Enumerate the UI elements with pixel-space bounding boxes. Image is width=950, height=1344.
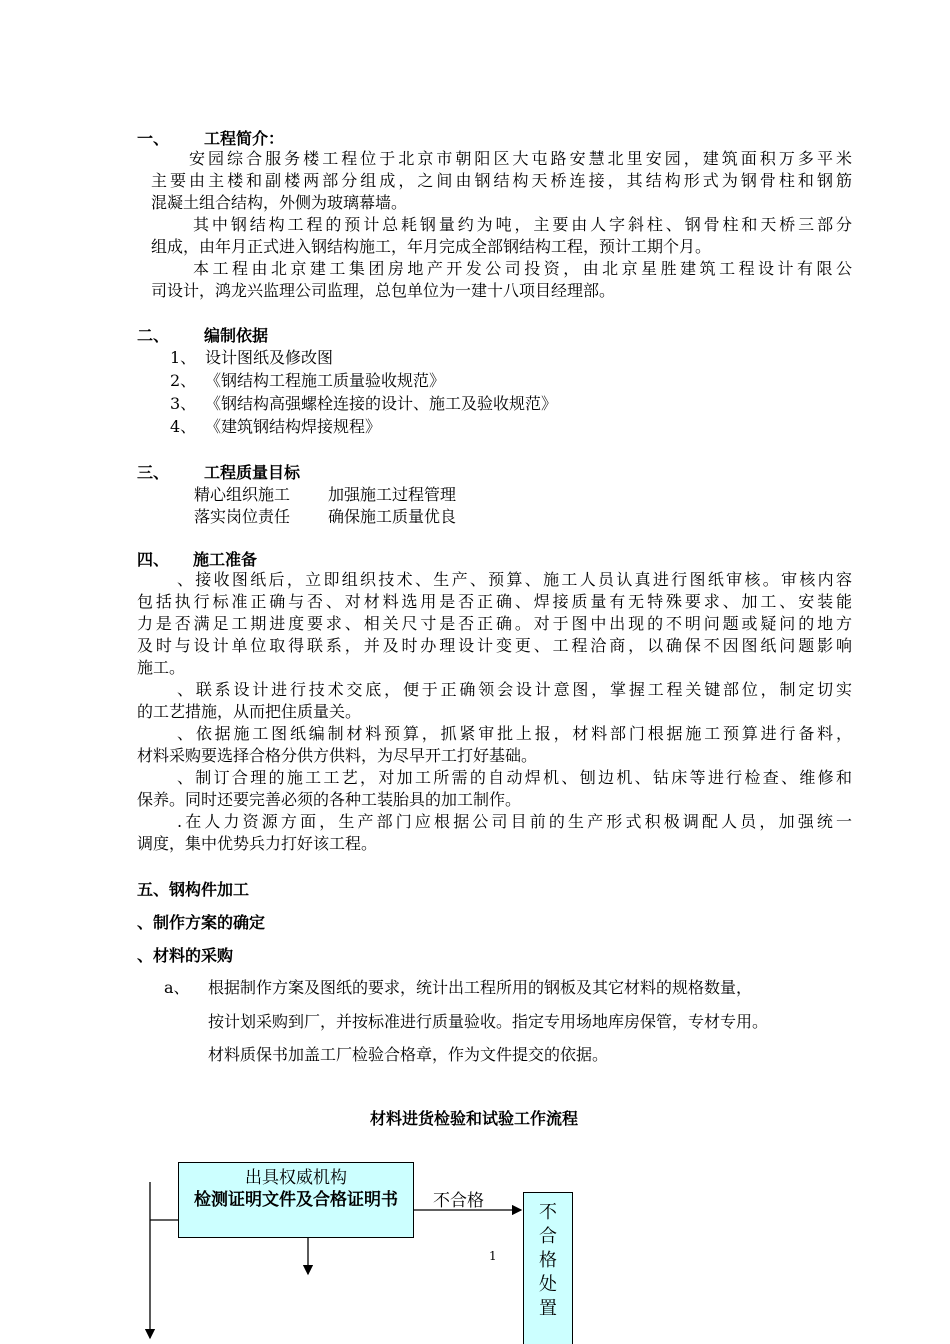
section-1-para-3-line-1: 本工程由北京建工集团房地产开发公司投资，由北京星胜建筑工程设计有限公 [193,259,852,278]
basis-item-1-text: 设计图纸及修改图 [205,348,334,367]
prep-para-1-line-5: 施工。 [137,658,186,677]
unqualified-label: 不合格 [433,1191,484,1211]
basis-item-3-number: 3、 [170,394,197,413]
basis-item-2-text: 《钢结构工程施工质量验收规范》 [205,371,446,390]
procurement-line-1: 根据制作方案及图纸的要求，统计出工程所用的钢板及其它材料的规格数量， [208,978,753,997]
quality-goal-1a: 精心组织施工 [194,485,291,504]
basis-item-4-text: 《建筑钢结构焊接规程》 [205,417,382,436]
handling-char-2: 合 [539,1226,557,1247]
inspection-box-line-2: 检测证明文件及合格证明书 [194,1190,398,1210]
section-1-para-1-line-3: 混凝土组合结构，外侧为玻璃幕墙。 [151,193,408,212]
prep-para-5-line-1: .在人力资源方面，生产部门应根据公司目前的生产形式积极调配人员，加强统一 [177,812,852,831]
prep-para-1-line-4: 及时与设计单位取得联系，并及时办理设计变更、工程洽商，以确保不因图纸问题影响 [137,636,852,655]
handling-char-1: 不 [539,1202,557,1223]
inspection-box-line-1: 出具权威机构 [245,1168,347,1188]
prep-para-1-line-2: 包括执行标准正确与否、对材料选用是否正确、焊接质量有无特殊要求、加工、安装能 [137,592,852,611]
basis-item-2-number: 2、 [170,371,197,390]
section-1-para-1-line-1: 安园综合服务楼工程位于北京市朝阳区大屯路安慧北里安园，建筑面积万多平米 [189,149,852,168]
quality-goal-1b: 加强施工过程管理 [328,485,457,504]
flowchart-title: 材料进货检验和试验工作流程 [370,1109,579,1128]
handling-char-3: 格 [539,1250,557,1271]
quality-goal-2b: 确保施工质量优良 [328,507,457,526]
section-1-para-1-line-2: 主要由主楼和副楼两部分组成，之间由钢结构天桥连接，其结构形式为钢骨柱和钢筋 [151,171,852,190]
quality-goal-2a: 落实岗位责任 [194,507,291,526]
section-5-title: 五、钢构件加工 [137,880,250,899]
section-1-title: 工程简介： [204,129,285,148]
unqualified-handling-box [523,1192,573,1344]
prep-para-2-line-1: 、联系设计进行技术交底，便于正确领会设计意图，掌握工程关键部位，制定切实 [177,680,852,699]
section-2-title: 编制依据 [204,326,269,345]
section-1-para-2-line-2: 组成，由年月正式进入钢结构施工，年月完成全部钢结构工程，预计工期个月。 [151,237,712,256]
section-1-number: 一、 [137,129,170,148]
prep-para-1-line-3: 力是否满足工期进度要求、相关尺寸是否正确。对于图中出现的不明问题或疑问的地方 [137,614,852,633]
handling-char-4: 处 [539,1274,557,1295]
prep-para-4-line-2: 保养。同时还要完善必须的各种工装胎具的加工制作。 [137,790,522,809]
procurement-item-label: a、 [164,978,190,997]
procurement-line-2: 按计划采购到厂，并按标准进行质量验收。指定专用场地库房保管，专材专用。 [208,1012,769,1031]
procurement-line-3: 材料质保书加盖工厂检验合格章，作为文件提交的依据。 [208,1045,609,1064]
basis-item-3-text: 《钢结构高强螺栓连接的设计、施工及验收规范》 [205,394,558,413]
section-3-number: 三、 [137,463,170,482]
inspection-certificate-box [178,1162,414,1238]
prep-para-2-line-2: 的工艺措施，从而把住质量关。 [137,702,362,721]
section-4-number: 四、 [137,550,170,569]
section-2-number: 二、 [137,326,170,345]
section-5-subheading-1: 、制作方案的确定 [137,913,266,932]
basis-item-4-number: 4、 [170,417,197,436]
section-4-title: 施工准备 [193,550,258,569]
section-1-para-2-line-1: 其中钢结构工程的预计总耗钢量约为吨，主要由人字斜柱、钢骨柱和天桥三部分 [193,215,852,234]
prep-para-4-line-1: 、制订合理的施工工艺，对加工所需的自动焊机、刨边机、钻床等进行检查、维修和 [177,768,852,787]
prep-para-3-line-1: 、依据施工图纸编制材料预算，抓紧审批上报，材料部门根据施工预算进行备料， [177,724,852,743]
section-3-title: 工程质量目标 [204,463,301,482]
page-number: 1 [489,1249,497,1263]
basis-item-1-number: 1、 [170,348,197,367]
handling-char-5: 置 [539,1298,557,1319]
section-5-subheading-2: 、材料的采购 [137,946,234,965]
prep-para-5-line-2: 调度，集中优势兵力打好该工程。 [137,834,378,853]
section-1-para-3-line-2: 司设计，鸿龙兴监理公司监理，总包单位为一建十八项目经理部。 [151,281,616,300]
prep-para-3-line-2: 材料采购要选择合格分供方供料，为尽早开工打好基础。 [137,746,538,765]
prep-para-1-line-1: 、接收图纸后，立即组织技术、生产、预算、施工人员认真进行图纸审核。审核内容 [177,570,852,589]
